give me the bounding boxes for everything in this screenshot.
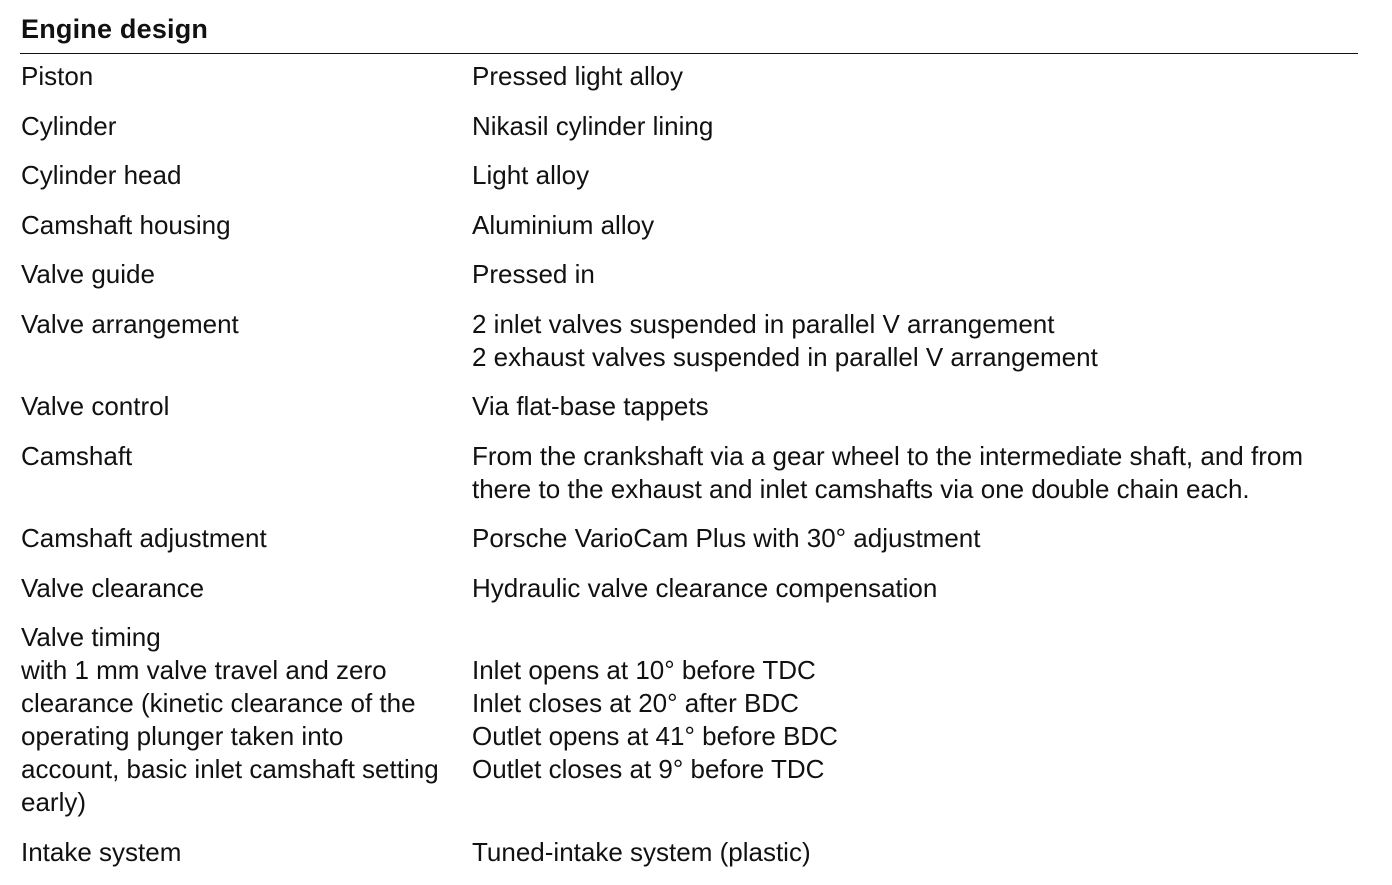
row-value — [472, 209, 1351, 242]
row-label — [21, 308, 472, 374]
table-row — [21, 209, 1351, 242]
table-row — [21, 258, 1351, 291]
row-value-line: Porsche VarioCam Plus with 30° adjustment — [472, 523, 981, 553]
row-label-line: Camshaft housing — [21, 209, 231, 240]
row-label-line: Camshaft adjustment — [21, 523, 267, 553]
row-label-line: Valve arrangement — [21, 308, 239, 339]
row-label-line: Intake system — [21, 836, 182, 867]
table-row — [21, 572, 1351, 605]
row-value — [472, 522, 1351, 555]
row-value-line: Outlet opens at 41° before BDC — [472, 721, 838, 751]
row-value-line: Via flat-base tappets — [472, 391, 709, 421]
table-row — [21, 159, 1351, 192]
row-label-line: account, basic inlet camshaft setting — [21, 754, 439, 784]
row-value — [472, 390, 1351, 423]
row-value-spacer — [472, 621, 1351, 654]
row-label-line: operating plunger taken into — [21, 721, 344, 751]
row-value-line: From the crankshaft via a gear wheel to the intermediate shaft, and from — [472, 440, 1303, 471]
row-value-line: Aluminium alloy — [472, 209, 655, 240]
row-label — [21, 522, 472, 555]
row-label — [21, 110, 472, 143]
row-value-line: there to the exhaust and inlet camshafts via one double chain each. — [472, 473, 1250, 504]
row-label — [21, 159, 472, 192]
row-label — [21, 209, 472, 242]
row-value-line: 2 exhaust valves suspended in parallel V arrangement — [472, 341, 1098, 372]
row-label-line: clearance (kinetic clearance of the — [21, 688, 416, 718]
row-label — [21, 621, 472, 819]
row-label-line: Camshaft — [21, 440, 133, 471]
row-value — [472, 836, 1351, 869]
row-label — [21, 258, 472, 291]
row-value — [472, 572, 1351, 605]
row-value-line: Nikasil cylinder lining — [472, 110, 714, 141]
table-row — [21, 110, 1351, 143]
table-row — [21, 440, 1351, 506]
row-value-line: Inlet closes at 20° after BDC — [472, 688, 799, 718]
table-row — [21, 621, 1351, 819]
row-value — [472, 308, 1351, 374]
row-value — [472, 159, 1351, 192]
table-title: Engine design — [21, 14, 209, 44]
row-label-line: Valve timing — [21, 622, 161, 652]
row-value — [472, 440, 1351, 506]
row-value-line: Pressed light alloy — [472, 61, 683, 91]
row-value-line: 2 inlet valves suspended in parallel V arrangement — [472, 308, 1055, 339]
row-label-line: Valve control — [21, 391, 170, 421]
row-label-line: Cylinder — [21, 110, 117, 141]
row-value — [472, 110, 1351, 143]
row-value-line: Outlet closes at 9° before TDC — [472, 754, 825, 784]
row-value-line: Pressed in — [472, 259, 595, 289]
row-value-line: Tuned-intake system (plastic) — [472, 836, 811, 867]
row-label-line: early) — [21, 787, 87, 817]
row-label-line: Valve guide — [21, 259, 155, 289]
row-label-line: Piston — [21, 61, 94, 91]
row-label-line: Cylinder head — [21, 160, 182, 190]
row-label-line: Valve clearance — [21, 572, 205, 603]
table-row — [21, 308, 1351, 374]
row-value-line: Hydraulic valve clearance compensation — [472, 572, 938, 603]
table-row — [21, 60, 1351, 93]
table-row — [21, 836, 1351, 869]
row-value — [472, 60, 1351, 93]
table-row — [21, 522, 1351, 555]
row-label — [21, 440, 472, 506]
row-value — [472, 621, 1351, 819]
row-label-line: with 1 mm valve travel and zero — [21, 655, 387, 685]
row-value-line: Inlet opens at 10° before TDC — [472, 655, 816, 685]
row-value — [472, 258, 1351, 291]
row-value-line: Light alloy — [472, 160, 590, 190]
title-rule — [20, 53, 1358, 54]
row-label — [21, 390, 472, 423]
table-row — [21, 390, 1351, 423]
spec-rows — [21, 60, 1351, 885]
row-label — [21, 60, 472, 93]
row-label — [21, 836, 472, 869]
row-label — [21, 572, 472, 605]
